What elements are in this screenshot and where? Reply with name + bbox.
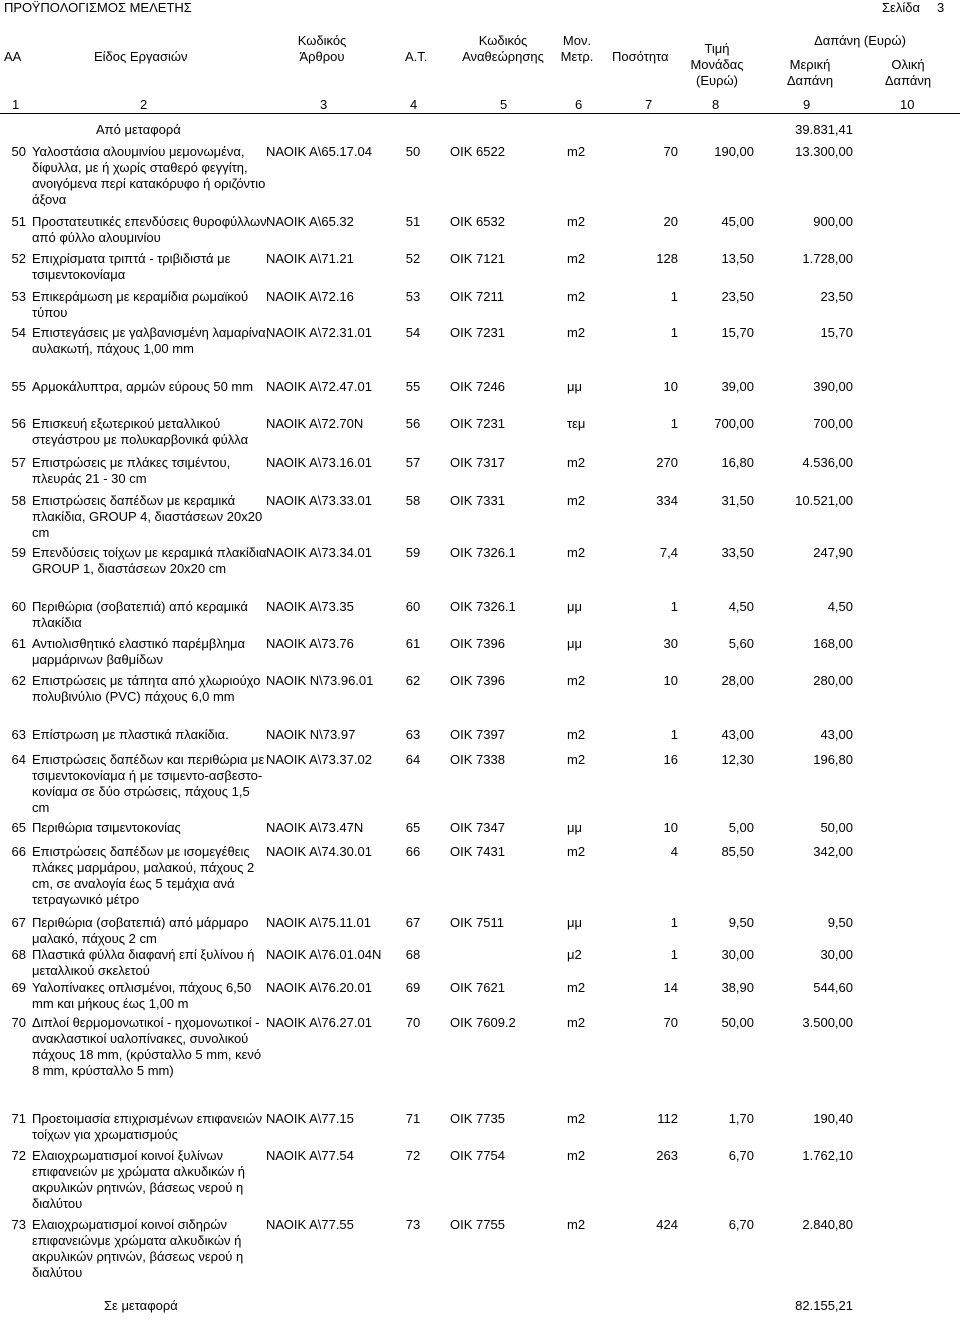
cell-qty: 270 [656,455,678,470]
cell-at: 73 [405,1217,421,1232]
header-unit-2: Μετρ. [560,49,594,64]
cell-desc: Περιθώρια (σοβατεπιά) από κεραμικά πλακίδια [32,599,248,630]
cell-qty: 4 [670,844,678,859]
cell-aa: 56 [11,416,26,431]
cell-rev: ΟΙΚ 6532 [450,214,505,229]
cell-aa: 64 [11,752,26,767]
cell-desc: Επιχρίσματα τριπτά - τριβιδιστά με τσιμεντοκονίαμα [32,251,231,282]
cell-rev: ΟΙΚ 7396 [450,673,505,688]
cell-unit: m2 [567,1015,586,1030]
cell-qty: 30 [663,636,678,651]
cell-qty: 14 [663,980,678,995]
header-unit-1: Μον. [562,33,592,48]
cell-rev: ΟΙΚ 7609.2 [450,1015,516,1030]
cell-cost: 23,50 [820,289,853,304]
cell-art: ΝΑΟΙΚ Α\73.47Ν [266,820,364,835]
col-number: 5 [500,97,508,112]
cell-desc: Περιθώρια τσιμεντοκονίας [32,820,181,835]
col-number: 7 [645,97,653,112]
cell-aa: 72 [11,1148,26,1163]
cell-unit: m2 [567,844,586,859]
cell-unit: m2 [567,1148,586,1163]
cell-art: ΝΑΟΙΚ Α\77.15 [266,1111,354,1126]
cell-aa: 66 [11,844,26,859]
cell-unit: m2 [567,673,586,688]
cell-price: 30,00 [721,947,754,962]
cell-at: 64 [405,752,421,767]
cell-qty: 1 [670,599,678,614]
cell-at: 66 [405,844,421,859]
cell-cost: 43,00 [820,727,853,742]
cell-cost: 342,00 [813,844,853,859]
cell-art: ΝΑΟΙΚ Α\77.54 [266,1148,354,1163]
header-total-2: Δαπάνη [884,73,932,88]
cell-aa: 73 [11,1217,26,1232]
cell-rev: ΟΙΚ 7347 [450,820,505,835]
cell-qty: 1 [670,915,678,930]
cell-rev: ΟΙΚ 6522 [450,144,505,159]
cell-qty: 1 [670,289,678,304]
cell-qty: 1 [670,727,678,742]
cell-cost: 700,00 [813,416,853,431]
cell-at: 71 [405,1111,421,1126]
header-qty: Ποσότητα [612,49,669,64]
cell-price: 5,60 [728,636,754,651]
cell-art: ΝΑΟΙΚ Α\73.33.01 [266,493,372,508]
header-at: Α.Τ. [405,49,428,64]
cell-qty: 1 [670,325,678,340]
cell-aa: 63 [11,727,26,742]
cell-cost: 15,70 [820,325,853,340]
cell-art: ΝΑΟΙΚ Α\65.32 [266,214,354,229]
cell-qty: 424 [656,1217,678,1232]
header-total-1: Ολική [891,57,925,72]
cell-desc: Προετοιμασία επιχρισμένων επιφανειών τοίχων για χρωματισμούς [32,1111,263,1142]
cell-at: 62 [405,673,421,688]
cell-cost: 247,90 [813,545,853,560]
cell-unit: μ2 [567,947,582,962]
cell-aa: 69 [11,980,26,995]
cell-price: 13,50 [721,251,754,266]
cell-qty: 1 [670,947,678,962]
cell-rev: ΟΙΚ 7231 [450,416,505,431]
header-partial-2: Δαπάνη [786,73,834,88]
cell-unit: μμ [567,599,582,614]
cell-qty: 1 [670,416,678,431]
cell-rev: ΟΙΚ 7231 [450,325,505,340]
cell-cost: 1.762,10 [802,1148,853,1163]
cell-at: 68 [405,947,421,962]
cell-at: 52 [405,251,421,266]
cell-art: ΝΑΟΙΚ Ν\73.96.01 [266,673,374,688]
cell-aa: 67 [11,915,26,930]
cell-unit: μμ [567,915,582,930]
cell-aa: 59 [11,545,26,560]
cell-qty: 334 [656,493,678,508]
cell-desc: Επίστρωση με πλαστικά πλακίδια. [32,727,229,742]
col-number: 1 [12,97,20,112]
cell-rev: ΟΙΚ 7431 [450,844,505,859]
cell-desc: Πλαστικά φύλλα διαφανή επί ξυλίνου ή μεταλλικού σκελετού [32,947,255,978]
cell-art: ΝΑΟΙΚ Ν\73.97 [266,727,356,742]
header-cost: Δαπάνη (Ευρώ) [814,33,906,48]
cell-rev: ΟΙΚ 7511 [450,915,504,930]
cell-qty: 20 [663,214,678,229]
cell-cost: 13.300,00 [795,144,853,159]
cell-at: 67 [405,915,421,930]
cell-price: 15,70 [721,325,754,340]
cell-cost: 544,60 [813,980,853,995]
carry-out-value: 82.155,21 [795,1298,853,1313]
cell-desc: Επιστρώσεις δαπέδων με ισομεγέθεις πλάκες μαρμάρου, μαλακού, πάχους 2 cm, σε αναλογία έως 5 τεμάχια ανά τετραγωνικό μέτρο [32,844,255,907]
cell-unit: m2 [567,325,586,340]
cell-aa: 58 [11,493,26,508]
cell-aa: 71 [11,1111,26,1126]
col-number: 9 [803,97,811,112]
cell-at: 70 [405,1015,421,1030]
cell-rev: ΟΙΚ 7211 [450,289,504,304]
header-article-code-1: Κωδικός [297,33,347,48]
cell-desc: Προστατευτικές επενδύσεις θυροφύλλων από φύλλο αλουμινίου [32,214,267,245]
cell-cost: 196,80 [813,752,853,767]
header-article-code-2: Άρθρου [299,49,345,64]
col-number: 6 [575,97,583,112]
cell-rev: ΟΙΚ 7755 [450,1217,505,1232]
cell-rev: ΟΙΚ 7121 [450,251,505,266]
cell-art: ΝΑΟΙΚ Α\73.16.01 [266,455,372,470]
cell-art: ΝΑΟΙΚ Α\72.47.01 [266,379,372,394]
cell-unit: m2 [567,144,586,159]
cell-qty: 70 [663,144,678,159]
cell-desc: Αρμοκάλυπτρα, αρμών εύρους 50 mm [32,379,254,394]
cell-rev: ΟΙΚ 7397 [450,727,505,742]
cell-price: 38,90 [721,980,754,995]
header-price-1: Τιμή [704,41,730,56]
cell-rev: ΟΙΚ 7396 [450,636,505,651]
cell-art: ΝΑΟΙΚ Α\73.76 [266,636,354,651]
cell-price: 9,50 [728,915,754,930]
cell-at: 65 [405,820,421,835]
cell-desc: Επιστρώσεις με τάπητα από χλωριούχο πολυβινύλιο (PVC) πάχους 6,0 mm [32,673,261,704]
cell-art: ΝΑΟΙΚ Α\76.20.01 [266,980,372,995]
cell-qty: 128 [656,251,678,266]
cell-aa: 54 [11,325,26,340]
cell-at: 69 [405,980,421,995]
cell-at: 57 [405,455,421,470]
cell-price: 28,00 [721,673,754,688]
cell-desc: Ελαιοχρωματισμοί κοινοί ξυλίνων επιφανειών με χρώματα αλκυδικών ή ακρυλικών ρητινών, βάσεως νερού η διαλύτου [32,1148,245,1211]
cell-desc: Επισκευή εξωτερικού μεταλλικού στεγάστρου με πολυκαρβονικά φύλλα [32,416,249,447]
cell-rev: ΟΙΚ 7338 [450,752,505,767]
cell-qty: 16 [663,752,678,767]
cell-art: ΝΑΟΙΚ Α\74.30.01 [266,844,372,859]
cell-desc: Υαλοστάσια αλουμινίου μεμονωμένα, δίφυλλα, με ή χωρίς σταθερό φεγγίτη, ανοιγόμενα περί κατακόρυφο ή οριζόντιο άξονα [32,144,266,207]
cell-qty: 7,4 [659,545,678,560]
cell-unit: m2 [567,455,586,470]
cell-rev: ΟΙΚ 7621 [450,980,505,995]
cell-cost: 30,00 [820,947,853,962]
cell-aa: 52 [11,251,26,266]
cell-at: 72 [405,1148,421,1163]
cell-unit: m2 [567,727,586,742]
cell-art: ΝΑΟΙΚ Α\73.37.02 [266,752,372,767]
cell-price: 4,50 [728,599,754,614]
cell-cost: 3.500,00 [802,1015,853,1030]
cell-price: 39,00 [721,379,754,394]
cell-at: 63 [405,727,421,742]
cell-aa: 60 [11,599,26,614]
cell-qty: 112 [657,1111,678,1126]
cell-rev: ΟΙΚ 7735 [450,1111,505,1126]
cell-qty: 10 [663,379,678,394]
header-rev-code-2: Αναθεώρησης [462,49,544,64]
header-type: Είδος Εργασιών [94,49,188,64]
cell-rev: ΟΙΚ 7317 [450,455,505,470]
page-title: ΠΡΟΫΠΟΛΟΓΙΣΜΟΣ ΜΕΛΕΤΗΣ [4,0,192,15]
cell-at: 54 [405,325,421,340]
carry-in-label: Από μεταφορά [96,122,181,137]
cell-cost: 9,50 [827,915,853,930]
cell-art: ΝΑΟΙΚ Α\77.55 [266,1217,354,1232]
cell-unit: m2 [567,752,586,767]
cell-cost: 390,00 [813,379,853,394]
cell-desc: Επιστρώσεις δαπέδων και περιθώρια με τσιμεντοκονίαμα ή με τσιμεντο-ασβεστο-κονίαμα σε δύο στρώσεις, πάχους 1,5 cm [32,752,265,815]
cell-at: 58 [405,493,421,508]
cell-price: 43,00 [721,727,754,742]
cell-unit: m2 [567,1111,586,1126]
cell-art: ΝΑΟΙΚ Α\73.34.01 [266,545,372,560]
cell-cost: 168,00 [813,636,853,651]
cell-price: 6,70 [728,1148,754,1163]
cell-cost: 1.728,00 [802,251,853,266]
cell-price: 1,70 [728,1111,754,1126]
cell-price: 12,30 [721,752,754,767]
carry-in-value: 39.831,41 [795,122,853,137]
cell-desc: Επιστρώσεις δαπέδων με κεραμικά πλακίδια, GROUP 4, διαστάσεων 20x20 cm [32,493,263,540]
cell-desc: Αντιολισθητικό ελαστικό παρέμβλημα μαρμάρινων βαθμίδων [32,636,246,667]
cell-unit: m2 [567,214,586,229]
cell-rev: ΟΙΚ 7754 [450,1148,505,1163]
cell-at: 60 [405,599,421,614]
cell-desc: Επικεράμωση με κεραμίδια ρωμαϊκού τύπου [32,289,249,320]
cell-aa: 61 [11,636,26,651]
cell-unit: m2 [567,980,586,995]
cell-art: ΝΑΟΙΚ Α\72.70Ν [266,416,364,431]
cell-qty: 263 [656,1148,678,1163]
cell-cost: 190,40 [813,1111,853,1126]
cell-aa: 68 [11,947,26,962]
cell-cost: 280,00 [813,673,853,688]
cell-at: 50 [405,144,421,159]
cell-art: ΝΑΟΙΚ Α\76.27.01 [266,1015,372,1030]
cell-rev: ΟΙΚ 7326.1 [450,545,516,560]
cell-art: ΝΑΟΙΚ Α\75.11.01 [266,915,371,930]
cell-price: 23,50 [721,289,754,304]
cell-desc: Διπλοί θερμομονωτικοί - ηχομονωτικοί - ανακλαστικοί υαλοπίνακες, συνολικού πάχους 18 mm, (κρύσταλλο 5 mm, κενό 8 mm, κρύσταλλο 5 mm) [32,1015,262,1078]
cell-art: ΝΑΟΙΚ Α\65.17.04 [266,144,372,159]
col-number: 8 [712,97,720,112]
cell-price: 6,70 [728,1217,754,1232]
cell-desc: Υαλοπίνακες οπλισμένοι, πάχους 6,50 mm και μήκους έως 1,00 m [32,980,252,1011]
cell-price: 5,00 [728,820,754,835]
header-rev-code-1: Κωδικός [478,33,528,48]
cell-cost: 50,00 [820,820,853,835]
cell-price: 31,50 [721,493,754,508]
cell-unit: μμ [567,379,582,394]
cell-unit: m2 [567,251,586,266]
cell-desc: Επενδύσεις τοίχων με κεραμικά πλακίδια GROUP 1, διαστάσεων 20x20 cm [32,545,267,576]
cell-unit: m2 [567,493,586,508]
cell-unit: μμ [567,636,582,651]
cell-unit: m2 [567,289,586,304]
cell-desc: Ελαιοχρωματισμοί κοινοί σιδηρών επιφανειώνμε χρώματα αλκυδικών ή ακρυλικών ρητινών, βάσεως νερού η διαλύτου [32,1217,244,1280]
cell-at: 51 [405,214,421,229]
cell-aa: 57 [11,455,26,470]
cell-aa: 65 [11,820,26,835]
cell-aa: 70 [11,1015,26,1030]
cell-cost: 10.521,00 [795,493,853,508]
cell-desc: Περιθώρια (σοβατεπιά) από μάρμαρο μαλακό, πάχους 2 cm [32,915,249,946]
page-label: Σελίδα [882,0,920,15]
cell-price: 190,00 [714,144,754,159]
page-number: 3 [937,0,945,15]
col-number: 2 [140,97,148,112]
cell-aa: 50 [11,144,26,159]
cell-at: 53 [405,289,421,304]
cell-aa: 62 [11,673,26,688]
header-price-2: Μονάδας [690,57,744,72]
cell-art: ΝΑΟΙΚ Α\71.21 [266,251,354,266]
cell-at: 55 [405,379,421,394]
cell-qty: 70 [663,1015,678,1030]
cell-at: 56 [405,416,421,431]
cell-cost: 2.840,80 [802,1217,853,1232]
cell-price: 45,00 [721,214,754,229]
cell-unit: μμ [567,820,582,835]
cell-price: 85,50 [721,844,754,859]
cell-unit: m2 [567,1217,586,1232]
cell-aa: 55 [11,379,26,394]
cell-desc: Επιστρώσεις με πλάκες τσιμέντου, πλευράς 21 - 30 cm [32,455,231,486]
cell-price: 700,00 [714,416,754,431]
cell-art: ΝΑΟΙΚ Α\72.31.01 [266,325,372,340]
cell-cost: 4,50 [827,599,853,614]
cell-desc: Επιστεγάσεις με γαλβανισμένη λαμαρίνα, αυλακωτή, πάχους 1,00 mm [32,325,270,356]
col-number: 10 [900,97,915,112]
cell-cost: 4.536,00 [802,455,853,470]
cell-unit: τεμ [567,416,586,431]
cell-art: ΝΑΟΙΚ Α\76.01.04Ν [266,947,382,962]
cell-price: 50,00 [721,1015,754,1030]
col-number: 3 [320,97,328,112]
cell-qty: 10 [663,673,678,688]
cell-rev: ΟΙΚ 7246 [450,379,505,394]
cell-rev: ΟΙΚ 7326.1 [450,599,516,614]
cell-qty: 10 [663,820,678,835]
cell-aa: 53 [11,289,26,304]
carry-out-label: Σε μεταφορά [104,1298,178,1313]
header-divider [0,113,960,114]
cell-price: 33,50 [721,545,754,560]
header-price-3: (Ευρώ) [696,73,738,88]
cell-cost: 900,00 [813,214,853,229]
cell-price: 16,80 [721,455,754,470]
header-partial-1: Μερική [789,57,831,72]
cell-at: 59 [405,545,421,560]
cell-at: 61 [405,636,421,651]
cell-art: ΝΑΟΙΚ Α\72.16 [266,289,354,304]
cell-aa: 51 [11,214,26,229]
cell-rev: ΟΙΚ 7331 [450,493,505,508]
cell-unit: m2 [567,545,586,560]
cell-art: ΝΑΟΙΚ Α\73.35 [266,599,354,614]
col-number: 4 [410,97,418,112]
header-aa: ΑΑ [4,49,22,64]
